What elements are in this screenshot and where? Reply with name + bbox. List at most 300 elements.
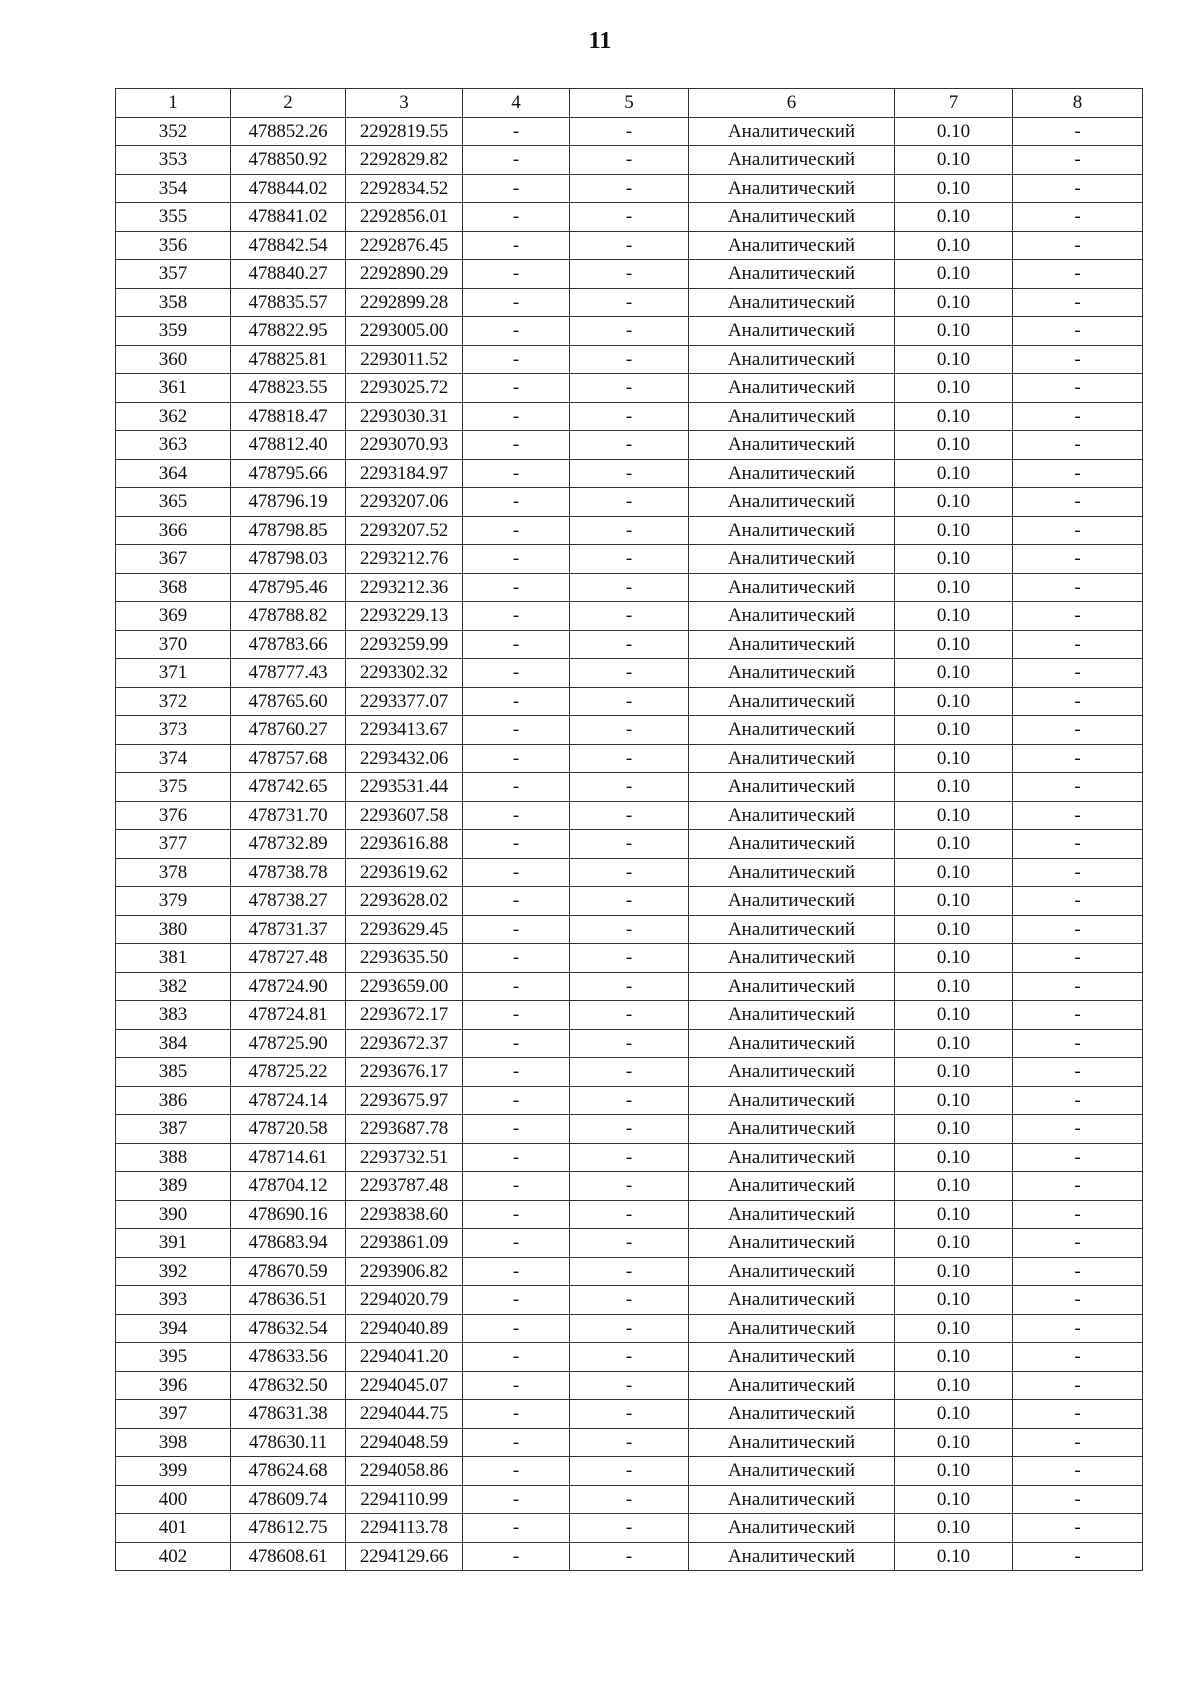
cell-col-8: - (1013, 345, 1143, 374)
table-row (116, 830, 1143, 859)
cell-col-4: - (463, 773, 570, 802)
table-row (116, 1286, 1143, 1315)
cell-coord-y: 2294110.99 (346, 1485, 463, 1514)
cell-method: Аналитический (689, 1428, 895, 1457)
cell-col-4: - (463, 1542, 570, 1571)
cell-col-8: - (1013, 402, 1143, 431)
cell-col-8: - (1013, 231, 1143, 260)
cell-method: Аналитический (689, 630, 895, 659)
cell-coord-y: 2293659.00 (346, 972, 463, 1001)
table-row (116, 1229, 1143, 1258)
cell-col-5: - (570, 1029, 689, 1058)
cell-accuracy: 0.10 (895, 1485, 1013, 1514)
cell-coord-y: 2294129.66 (346, 1542, 463, 1571)
cell-accuracy: 0.10 (895, 1314, 1013, 1343)
table-row (116, 773, 1143, 802)
cell-col-5: - (570, 972, 689, 1001)
cell-coord-x: 478842.54 (231, 231, 346, 260)
table-row (116, 858, 1143, 887)
cell-col-4: - (463, 1343, 570, 1372)
cell-col-5: - (570, 260, 689, 289)
cell-method: Аналитический (689, 1200, 895, 1229)
cell-col-4: - (463, 1286, 570, 1315)
cell-accuracy: 0.10 (895, 1200, 1013, 1229)
cell-point-number: 361 (116, 374, 231, 403)
cell-coord-y: 2293616.88 (346, 830, 463, 859)
cell-col-8: - (1013, 1086, 1143, 1115)
cell-method: Аналитический (689, 231, 895, 260)
cell-col-4: - (463, 1143, 570, 1172)
cell-point-number: 374 (116, 744, 231, 773)
cell-accuracy: 0.10 (895, 887, 1013, 916)
cell-point-number: 396 (116, 1371, 231, 1400)
cell-accuracy: 0.10 (895, 1172, 1013, 1201)
cell-coord-y: 2293377.07 (346, 687, 463, 716)
table-header-row (116, 89, 1143, 118)
cell-col-8: - (1013, 1371, 1143, 1400)
cell-col-5: - (570, 488, 689, 517)
table-row (116, 602, 1143, 631)
cell-coord-x: 478783.66 (231, 630, 346, 659)
cell-accuracy: 0.10 (895, 716, 1013, 745)
cell-coord-x: 478732.89 (231, 830, 346, 859)
cell-col-5: - (570, 516, 689, 545)
cell-col-8: - (1013, 887, 1143, 916)
cell-col-4: - (463, 117, 570, 146)
cell-col-4: - (463, 545, 570, 574)
table-row (116, 516, 1143, 545)
cell-coord-x: 478798.85 (231, 516, 346, 545)
table-row (116, 488, 1143, 517)
cell-method: Аналитический (689, 1115, 895, 1144)
column-header-4: 4 (463, 89, 570, 118)
cell-point-number: 388 (116, 1143, 231, 1172)
cell-coord-y: 2293629.45 (346, 915, 463, 944)
cell-point-number: 375 (116, 773, 231, 802)
cell-point-number: 381 (116, 944, 231, 973)
cell-col-5: - (570, 630, 689, 659)
cell-accuracy: 0.10 (895, 1229, 1013, 1258)
cell-col-8: - (1013, 146, 1143, 175)
table-row (116, 1086, 1143, 1115)
cell-accuracy: 0.10 (895, 858, 1013, 887)
table-row (116, 1029, 1143, 1058)
cell-col-8: - (1013, 1485, 1143, 1514)
cell-col-5: - (570, 1200, 689, 1229)
cell-point-number: 399 (116, 1457, 231, 1486)
cell-col-8: - (1013, 1400, 1143, 1429)
cell-col-4: - (463, 801, 570, 830)
cell-col-5: - (570, 830, 689, 859)
cell-point-number: 376 (116, 801, 231, 830)
cell-col-8: - (1013, 1286, 1143, 1315)
cell-col-8: - (1013, 516, 1143, 545)
cell-accuracy: 0.10 (895, 972, 1013, 1001)
cell-col-8: - (1013, 944, 1143, 973)
cell-coord-x: 478823.55 (231, 374, 346, 403)
cell-accuracy: 0.10 (895, 687, 1013, 716)
cell-col-8: - (1013, 1115, 1143, 1144)
cell-col-4: - (463, 1058, 570, 1087)
cell-coord-x: 478670.59 (231, 1257, 346, 1286)
cell-col-5: - (570, 887, 689, 916)
cell-coord-y: 2293070.93 (346, 431, 463, 460)
cell-coord-x: 478632.50 (231, 1371, 346, 1400)
cell-coord-y: 2294044.75 (346, 1400, 463, 1429)
cell-col-4: - (463, 231, 570, 260)
column-header-1: 1 (116, 89, 231, 118)
table-row (116, 915, 1143, 944)
cell-point-number: 357 (116, 260, 231, 289)
cell-coord-x: 478841.02 (231, 203, 346, 232)
table-row (116, 117, 1143, 146)
cell-coord-x: 478840.27 (231, 260, 346, 289)
cell-coord-y: 2294058.86 (346, 1457, 463, 1486)
cell-coord-y: 2293302.32 (346, 659, 463, 688)
cell-coord-x: 478608.61 (231, 1542, 346, 1571)
cell-col-8: - (1013, 830, 1143, 859)
cell-point-number: 366 (116, 516, 231, 545)
table-row (116, 1514, 1143, 1543)
cell-point-number: 373 (116, 716, 231, 745)
cell-coord-y: 2293675.97 (346, 1086, 463, 1115)
table-row (116, 146, 1143, 175)
cell-col-4: - (463, 174, 570, 203)
cell-point-number: 391 (116, 1229, 231, 1258)
cell-col-4: - (463, 687, 570, 716)
cell-col-5: - (570, 687, 689, 716)
cell-coord-y: 2293861.09 (346, 1229, 463, 1258)
cell-method: Аналитический (689, 260, 895, 289)
cell-coord-y: 2294040.89 (346, 1314, 463, 1343)
cell-point-number: 389 (116, 1172, 231, 1201)
cell-point-number: 394 (116, 1314, 231, 1343)
cell-col-8: - (1013, 1428, 1143, 1457)
cell-col-8: - (1013, 1542, 1143, 1571)
table-row (116, 630, 1143, 659)
cell-method: Аналитический (689, 431, 895, 460)
cell-accuracy: 0.10 (895, 915, 1013, 944)
cell-point-number: 378 (116, 858, 231, 887)
table-row (116, 659, 1143, 688)
cell-coord-x: 478822.95 (231, 317, 346, 346)
cell-method: Аналитический (689, 1257, 895, 1286)
cell-coord-x: 478835.57 (231, 288, 346, 317)
cell-col-8: - (1013, 545, 1143, 574)
table-row (116, 1200, 1143, 1229)
cell-coord-x: 478683.94 (231, 1229, 346, 1258)
cell-col-5: - (570, 744, 689, 773)
cell-coord-y: 2293229.13 (346, 602, 463, 631)
cell-col-8: - (1013, 1029, 1143, 1058)
cell-coord-x: 478788.82 (231, 602, 346, 631)
cell-col-8: - (1013, 1343, 1143, 1372)
cell-method: Аналитический (689, 972, 895, 1001)
cell-point-number: 397 (116, 1400, 231, 1429)
cell-point-number: 371 (116, 659, 231, 688)
cell-col-5: - (570, 1314, 689, 1343)
table-row (116, 1172, 1143, 1201)
cell-col-4: - (463, 374, 570, 403)
cell-col-5: - (570, 1257, 689, 1286)
cell-coord-y: 2293005.00 (346, 317, 463, 346)
table-row (116, 887, 1143, 916)
column-header-7: 7 (895, 89, 1013, 118)
cell-col-4: - (463, 1086, 570, 1115)
cell-coord-x: 478720.58 (231, 1115, 346, 1144)
cell-coord-y: 2292856.01 (346, 203, 463, 232)
cell-col-5: - (570, 858, 689, 887)
cell-accuracy: 0.10 (895, 1257, 1013, 1286)
cell-accuracy: 0.10 (895, 1029, 1013, 1058)
cell-coord-y: 2293676.17 (346, 1058, 463, 1087)
cell-method: Аналитический (689, 915, 895, 944)
cell-col-5: - (570, 1229, 689, 1258)
cell-accuracy: 0.10 (895, 1058, 1013, 1087)
cell-col-4: - (463, 1400, 570, 1429)
table-row (116, 1485, 1143, 1514)
cell-col-4: - (463, 1229, 570, 1258)
cell-coord-x: 478724.14 (231, 1086, 346, 1115)
cell-method: Аналитический (689, 146, 895, 175)
cell-point-number: 384 (116, 1029, 231, 1058)
cell-method: Аналитический (689, 830, 895, 859)
table-row (116, 972, 1143, 1001)
cell-method: Аналитический (689, 488, 895, 517)
cell-coord-x: 478631.38 (231, 1400, 346, 1429)
cell-point-number: 372 (116, 687, 231, 716)
table-row (116, 431, 1143, 460)
cell-col-5: - (570, 1058, 689, 1087)
cell-coord-x: 478760.27 (231, 716, 346, 745)
cell-coord-x: 478738.78 (231, 858, 346, 887)
column-header-8: 8 (1013, 89, 1143, 118)
cell-method: Аналитический (689, 1058, 895, 1087)
cell-col-5: - (570, 231, 689, 260)
cell-accuracy: 0.10 (895, 374, 1013, 403)
cell-coord-y: 2293030.31 (346, 402, 463, 431)
cell-coord-y: 2293732.51 (346, 1143, 463, 1172)
cell-point-number: 368 (116, 573, 231, 602)
cell-coord-x: 478852.26 (231, 117, 346, 146)
cell-coord-x: 478798.03 (231, 545, 346, 574)
cell-coord-y: 2294045.07 (346, 1371, 463, 1400)
cell-col-5: - (570, 1286, 689, 1315)
cell-accuracy: 0.10 (895, 801, 1013, 830)
cell-coord-x: 478850.92 (231, 146, 346, 175)
cell-coord-y: 2292899.28 (346, 288, 463, 317)
cell-col-4: - (463, 887, 570, 916)
cell-col-5: - (570, 1485, 689, 1514)
cell-col-4: - (463, 1172, 570, 1201)
cell-method: Аналитический (689, 1029, 895, 1058)
cell-col-8: - (1013, 203, 1143, 232)
cell-coord-x: 478725.90 (231, 1029, 346, 1058)
cell-method: Аналитический (689, 1400, 895, 1429)
cell-col-8: - (1013, 716, 1143, 745)
cell-accuracy: 0.10 (895, 1086, 1013, 1115)
table-row (116, 801, 1143, 830)
cell-coord-x: 478742.65 (231, 773, 346, 802)
table-row (116, 345, 1143, 374)
cell-coord-x: 478636.51 (231, 1286, 346, 1315)
cell-point-number: 362 (116, 402, 231, 431)
cell-coord-x: 478612.75 (231, 1514, 346, 1543)
cell-point-number: 352 (116, 117, 231, 146)
cell-method: Аналитический (689, 1286, 895, 1315)
cell-method: Аналитический (689, 317, 895, 346)
cell-accuracy: 0.10 (895, 174, 1013, 203)
cell-method: Аналитический (689, 117, 895, 146)
cell-col-5: - (570, 773, 689, 802)
cell-point-number: 359 (116, 317, 231, 346)
cell-col-5: - (570, 431, 689, 460)
cell-col-4: - (463, 345, 570, 374)
cell-col-8: - (1013, 801, 1143, 830)
cell-coord-y: 2293413.67 (346, 716, 463, 745)
cell-col-8: - (1013, 630, 1143, 659)
cell-col-4: - (463, 858, 570, 887)
table-row (116, 203, 1143, 232)
cell-col-5: - (570, 1371, 689, 1400)
table-row (116, 1314, 1143, 1343)
cell-point-number: 383 (116, 1001, 231, 1030)
cell-coord-x: 478795.66 (231, 459, 346, 488)
cell-coord-x: 478633.56 (231, 1343, 346, 1372)
cell-col-4: - (463, 288, 570, 317)
cell-coord-y: 2292876.45 (346, 231, 463, 260)
cell-col-4: - (463, 573, 570, 602)
cell-col-5: - (570, 1457, 689, 1486)
cell-coord-x: 478724.81 (231, 1001, 346, 1030)
cell-coord-x: 478812.40 (231, 431, 346, 460)
cell-coord-y: 2294041.20 (346, 1343, 463, 1372)
cell-col-8: - (1013, 915, 1143, 944)
cell-point-number: 398 (116, 1428, 231, 1457)
table-body (116, 117, 1143, 1571)
cell-accuracy: 0.10 (895, 602, 1013, 631)
cell-coord-y: 2293184.97 (346, 459, 463, 488)
cell-col-8: - (1013, 288, 1143, 317)
cell-coord-x: 478844.02 (231, 174, 346, 203)
table-row (116, 317, 1143, 346)
table-row (116, 1115, 1143, 1144)
cell-coord-x: 478690.16 (231, 1200, 346, 1229)
cell-coord-x: 478757.68 (231, 744, 346, 773)
cell-coord-y: 2293607.58 (346, 801, 463, 830)
cell-coord-y: 2293687.78 (346, 1115, 463, 1144)
cell-coord-x: 478632.54 (231, 1314, 346, 1343)
table-row (116, 1001, 1143, 1030)
cell-col-5: - (570, 915, 689, 944)
cell-coord-x: 478825.81 (231, 345, 346, 374)
cell-coord-y: 2293207.06 (346, 488, 463, 517)
table-row (116, 1257, 1143, 1286)
cell-col-8: - (1013, 1514, 1143, 1543)
cell-col-5: - (570, 573, 689, 602)
cell-coord-y: 2294113.78 (346, 1514, 463, 1543)
cell-col-5: - (570, 1514, 689, 1543)
cell-col-4: - (463, 830, 570, 859)
cell-point-number: 382 (116, 972, 231, 1001)
cell-col-4: - (463, 744, 570, 773)
cell-method: Аналитический (689, 687, 895, 716)
cell-accuracy: 0.10 (895, 231, 1013, 260)
table-row (116, 944, 1143, 973)
cell-coord-y: 2293212.76 (346, 545, 463, 574)
cell-point-number: 401 (116, 1514, 231, 1543)
cell-method: Аналитический (689, 1086, 895, 1115)
cell-col-4: - (463, 402, 570, 431)
cell-method: Аналитический (689, 1514, 895, 1543)
cell-col-5: - (570, 1343, 689, 1372)
cell-accuracy: 0.10 (895, 288, 1013, 317)
cell-accuracy: 0.10 (895, 431, 1013, 460)
cell-col-8: - (1013, 1200, 1143, 1229)
cell-col-5: - (570, 944, 689, 973)
cell-point-number: 385 (116, 1058, 231, 1087)
cell-col-8: - (1013, 488, 1143, 517)
cell-coord-x: 478724.90 (231, 972, 346, 1001)
cell-accuracy: 0.10 (895, 659, 1013, 688)
cell-col-5: - (570, 1086, 689, 1115)
cell-col-4: - (463, 944, 570, 973)
cell-method: Аналитический (689, 1143, 895, 1172)
cell-col-4: - (463, 1200, 570, 1229)
cell-col-5: - (570, 1428, 689, 1457)
table-row (116, 1371, 1143, 1400)
cell-col-8: - (1013, 459, 1143, 488)
cell-col-8: - (1013, 1314, 1143, 1343)
cell-col-4: - (463, 602, 570, 631)
cell-accuracy: 0.10 (895, 744, 1013, 773)
table-row (116, 402, 1143, 431)
cell-coord-y: 2293531.44 (346, 773, 463, 802)
cell-method: Аналитический (689, 203, 895, 232)
cell-accuracy: 0.10 (895, 1542, 1013, 1571)
table-row (116, 1457, 1143, 1486)
table-row (116, 687, 1143, 716)
cell-col-5: - (570, 1172, 689, 1201)
cell-col-4: - (463, 1314, 570, 1343)
cell-coord-x: 478796.19 (231, 488, 346, 517)
cell-point-number: 377 (116, 830, 231, 859)
table-row (116, 573, 1143, 602)
cell-accuracy: 0.10 (895, 459, 1013, 488)
table-row (116, 231, 1143, 260)
cell-method: Аналитический (689, 887, 895, 916)
cell-col-4: - (463, 516, 570, 545)
cell-col-8: - (1013, 1001, 1143, 1030)
cell-col-8: - (1013, 117, 1143, 146)
cell-method: Аналитический (689, 944, 895, 973)
cell-coord-x: 478727.48 (231, 944, 346, 973)
cell-coord-y: 2293619.62 (346, 858, 463, 887)
cell-col-8: - (1013, 858, 1143, 887)
cell-accuracy: 0.10 (895, 488, 1013, 517)
cell-col-8: - (1013, 1172, 1143, 1201)
cell-col-5: - (570, 317, 689, 346)
cell-coord-x: 478818.47 (231, 402, 346, 431)
cell-coord-x: 478731.37 (231, 915, 346, 944)
cell-method: Аналитический (689, 801, 895, 830)
cell-coord-y: 2292834.52 (346, 174, 463, 203)
cell-col-8: - (1013, 260, 1143, 289)
cell-accuracy: 0.10 (895, 1001, 1013, 1030)
cell-point-number: 363 (116, 431, 231, 460)
cell-method: Аналитический (689, 858, 895, 887)
cell-method: Аналитический (689, 1485, 895, 1514)
